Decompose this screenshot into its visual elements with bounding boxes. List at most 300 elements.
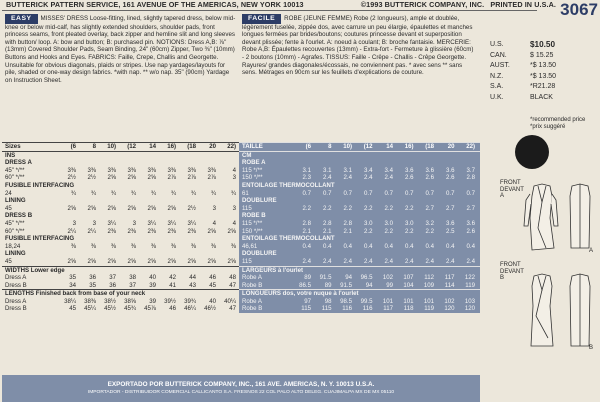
export-footer xyxy=(2,375,480,402)
cell-value: (12 xyxy=(127,143,136,150)
table-row xyxy=(2,243,239,251)
cell-value: 102 xyxy=(444,297,455,305)
cell-value: 2.6 xyxy=(405,174,414,182)
cell-value: 2⅝ xyxy=(207,227,216,235)
table-row xyxy=(239,152,480,160)
cell-value: 16) xyxy=(404,143,414,150)
table-row xyxy=(239,274,480,282)
cell-value: 42 xyxy=(169,274,176,282)
cell-value: 2.2 xyxy=(384,204,393,212)
row-label: FUSIBLE INTERFACING xyxy=(5,181,75,189)
row-label: Sizes xyxy=(5,143,21,150)
printed-in: PRINTED IN U.S.A. xyxy=(490,0,556,9)
row-label: Dress B xyxy=(5,281,27,289)
cell-value: 120 xyxy=(464,305,475,313)
table-row xyxy=(239,235,480,243)
table-row xyxy=(2,258,239,266)
cell-value: 2⅝ xyxy=(147,257,156,265)
row-label: ROBE A xyxy=(242,159,266,167)
cell-value: 3⅜ xyxy=(87,166,96,174)
cell-value: 0.4 xyxy=(323,242,332,250)
price-value: $ 15.25 xyxy=(530,51,554,59)
cell-value: 2⅞ xyxy=(167,174,176,182)
cell-value: 115 xyxy=(321,305,332,313)
cell-value: 14 xyxy=(386,143,393,150)
cell-value: ¾ xyxy=(230,189,236,197)
cell-value: 2.4 xyxy=(364,257,373,265)
cell-value: 101 xyxy=(382,297,393,305)
cell-value: 16) xyxy=(167,143,176,150)
row-label: DOUBLURE xyxy=(242,197,277,205)
cell-value: ⅜ xyxy=(130,242,136,250)
row-label: 46,61 xyxy=(242,242,258,250)
cell-value: 2½ xyxy=(87,174,96,182)
cell-value: 101 xyxy=(423,297,434,305)
cell-value: 99 xyxy=(386,281,393,289)
cell-value: ⅜ xyxy=(170,242,176,250)
cell-value: 10) xyxy=(107,143,116,150)
cell-value: 2.4 xyxy=(302,257,311,265)
row-label: Robe A xyxy=(242,297,262,305)
cell-value: 40 xyxy=(149,274,156,282)
row-label: CM xyxy=(242,151,252,159)
cell-value: 40 xyxy=(209,297,216,305)
cell-value: 3.6 xyxy=(425,166,434,174)
cell-value: 2⅝ xyxy=(227,227,236,235)
cell-value: 14 xyxy=(149,143,156,150)
cell-value: 2.2 xyxy=(384,227,393,235)
row-label: ENTOILAGE THERMOCOLLANT xyxy=(242,235,335,243)
cell-value: 2⅞ xyxy=(207,174,216,182)
cell-value: 2¼ xyxy=(67,227,76,235)
cell-value: 91.5 xyxy=(319,274,332,282)
row-label: 115 */** xyxy=(242,166,263,174)
table-row xyxy=(239,212,480,220)
table-row xyxy=(2,220,239,228)
price-country: AUST. xyxy=(490,62,510,69)
cell-value: 44 xyxy=(189,274,196,282)
cell-value: ⅜ xyxy=(110,242,116,250)
table-row xyxy=(239,182,480,190)
cell-value: 46 xyxy=(209,274,216,282)
table-row xyxy=(2,174,239,182)
table-row xyxy=(239,228,480,236)
row-label: 45" */** xyxy=(5,219,25,227)
cell-value: 3.1 xyxy=(302,166,311,174)
price-country: S.A. xyxy=(490,83,504,90)
cell-value: 89 xyxy=(304,274,311,282)
back-letter-b: B xyxy=(589,345,594,351)
row-label: 60" */** xyxy=(5,227,25,235)
cell-value: 3.6 xyxy=(405,166,414,174)
cell-value: ¾ xyxy=(70,189,76,197)
cell-value: ¾ xyxy=(190,189,196,197)
table-row xyxy=(2,289,239,298)
black-dot xyxy=(515,135,549,169)
cell-value: 2⅜ xyxy=(147,227,156,235)
cell-value: 39 xyxy=(149,281,156,289)
cell-value: 0.7 xyxy=(343,189,352,197)
cell-value: 3.0 xyxy=(405,219,414,227)
table-row xyxy=(2,167,239,175)
cell-value: 2⅝ xyxy=(107,204,116,212)
row-label: 60" */** xyxy=(5,174,25,182)
cell-value: 2.4 xyxy=(384,257,393,265)
cell-value: 2⅝ xyxy=(207,257,216,265)
row-label: DRESS B xyxy=(5,212,33,220)
row-label: Robe A xyxy=(242,274,262,282)
cell-value: 3¼ xyxy=(107,219,116,227)
row-label: ENTOILAGE THERMOCOLLANT xyxy=(242,181,335,189)
table-row xyxy=(239,305,480,313)
cell-value: 45⅞ xyxy=(144,305,156,313)
cell-value: 38¼ xyxy=(64,297,76,305)
cell-value: 3 xyxy=(212,204,216,212)
cell-value: 34 xyxy=(69,281,76,289)
price-value: *$ 13.50 xyxy=(530,62,557,69)
cell-value: 122 xyxy=(464,274,475,282)
cell-value: 0.4 xyxy=(343,242,352,250)
cell-value: 118 xyxy=(403,305,414,313)
row-label: 24 xyxy=(5,189,12,197)
price-row xyxy=(490,93,598,104)
cell-value: 2⅝ xyxy=(87,204,96,212)
table-row xyxy=(239,197,480,205)
cell-value: 98.5 xyxy=(340,297,352,305)
row-label: LINING xyxy=(5,197,26,205)
cell-value: 0.7 xyxy=(405,189,414,197)
cell-value: 116 xyxy=(342,305,352,313)
row-label: Dress A xyxy=(5,274,27,282)
cell-value: 2.8 xyxy=(302,219,311,227)
cell-value: 119 xyxy=(424,305,434,313)
cell-value: 2.1 xyxy=(302,227,311,235)
cell-value: 3.1 xyxy=(343,166,352,174)
cell-value: ⅜ xyxy=(190,242,196,250)
cell-value: ⅜ xyxy=(150,242,156,250)
cell-value: (6 xyxy=(70,143,76,150)
cell-value: 39¾ xyxy=(184,297,196,305)
cell-value: 2½ xyxy=(67,174,76,182)
row-label: LONGUEURS dos, votre nuque à l'ourlet xyxy=(242,290,359,298)
row-label: Robe B xyxy=(242,281,263,289)
table-row xyxy=(2,142,239,152)
cell-value: 2⅝ xyxy=(167,204,176,212)
cell-value: 47 xyxy=(229,305,236,313)
cell-value: 2⅝ xyxy=(127,257,136,265)
cell-value: 37 xyxy=(109,274,116,282)
cell-value: 35 xyxy=(69,274,76,282)
table-row xyxy=(2,197,239,205)
cell-value: 0.4 xyxy=(302,242,311,250)
cell-value: ⅜ xyxy=(90,242,96,250)
cell-value: 0.7 xyxy=(425,189,434,197)
cell-value: 101 xyxy=(403,297,414,305)
cell-value: 2.4 xyxy=(425,257,434,265)
row-label: DRESS A xyxy=(5,159,32,167)
row-label: INS xyxy=(5,151,16,159)
cell-value: 2.4 xyxy=(384,174,393,182)
row-label: FUSIBLE INTERFACING xyxy=(5,235,75,243)
cell-value: 3⅜ xyxy=(147,166,156,174)
cell-value: 0.7 xyxy=(466,189,475,197)
cell-value: 3 xyxy=(232,204,236,212)
cell-value: 2.7 xyxy=(425,204,434,212)
row-label: 150 */** xyxy=(242,227,263,235)
cell-value: 2.2 xyxy=(425,227,434,235)
table-row xyxy=(239,243,480,251)
cell-value: 3 xyxy=(232,174,236,182)
row-label: 150 */** xyxy=(242,174,263,182)
cell-value: 2.5 xyxy=(446,227,455,235)
cell-value: 43 xyxy=(189,281,196,289)
cell-value: 86.5 xyxy=(299,281,311,289)
cell-value: 0.7 xyxy=(384,189,393,197)
cell-value: 2.4 xyxy=(405,257,414,265)
cell-value: (12 xyxy=(363,143,373,150)
cell-value: 114 xyxy=(444,281,455,289)
cell-value: 109 xyxy=(423,281,434,289)
row-label: 115 */** xyxy=(242,219,263,227)
table-row xyxy=(2,305,239,313)
row-label: 45 xyxy=(5,204,12,212)
cell-value: ¾ xyxy=(210,189,216,197)
cell-value: 3⅜ xyxy=(127,166,136,174)
cell-value: 2⅞ xyxy=(187,174,196,182)
cell-value: 2⅝ xyxy=(227,257,236,265)
price-value: $10.50 xyxy=(530,40,556,49)
table-row xyxy=(2,212,239,220)
table-row xyxy=(239,190,480,198)
cell-value: 3.7 xyxy=(466,166,475,174)
cell-value: 3.0 xyxy=(364,219,373,227)
cell-value: 2⅝ xyxy=(87,257,96,265)
table-row xyxy=(239,205,480,213)
cell-value: 8 xyxy=(328,143,332,150)
price-country: CAN. xyxy=(490,51,507,59)
cell-value: 2.6 xyxy=(425,174,434,182)
cell-value: 2.4 xyxy=(446,257,455,265)
cell-value: 2.4 xyxy=(323,257,332,265)
table-row xyxy=(239,282,480,290)
cell-value: 112 xyxy=(424,274,434,282)
row-label: LENGTHS Finished back from base of your neck xyxy=(5,290,146,298)
cell-value: 2.2 xyxy=(405,227,414,235)
table-row xyxy=(2,182,239,190)
cell-value: 39½ xyxy=(164,297,176,305)
cell-value: ⅜ xyxy=(70,242,76,250)
row-label: 61 xyxy=(242,189,249,197)
price-row xyxy=(490,61,598,72)
table-row xyxy=(239,250,480,258)
top-rule xyxy=(2,10,537,11)
cell-value: 38½ xyxy=(104,297,116,305)
row-label: Robe B xyxy=(242,305,263,313)
cell-value: 3¼ xyxy=(187,219,196,227)
table-row xyxy=(239,298,480,306)
price-value: *R21.28 xyxy=(530,83,556,90)
cell-value: ⅜ xyxy=(210,242,216,250)
cell-value: 3.4 xyxy=(364,166,373,174)
cell-value: (6 xyxy=(305,143,311,150)
cell-value: 0.4 xyxy=(384,242,393,250)
cell-value: 2⅝ xyxy=(127,204,136,212)
cell-value: 40¼ xyxy=(224,297,236,305)
french-text: ROBE (JEUNE FEMME) Robe (2 longueurs), ample et doublée, légèrement fuselée, zippée dos, avec carrure un peu élargie, épaulettes et manches longues fermées par brides/boutons; coutures princesse devant et superposition devant plissée; fente à l'ourlet. A: noeud à coulant; B: broche fantaisie. MERCERIE: Robe A,B: Épaulettes recouvertes (13mm) - Extra-fort - Fermeture à glissière (60cm) - 2 boutons (10mm) - Agrafes. TISSUS: Faille - Crêpe - Challis - Crêpe Georgette. Rayures/ grandes diagonales/écossais, ne conviennent pas. * avec sens ** sans sens. Métrages en 90cm sur les feuillets d'explications de couture. xyxy=(242,15,474,77)
cell-value: 3 xyxy=(92,219,96,227)
cell-value: 2.7 xyxy=(446,204,455,212)
back-letter-a: A xyxy=(589,248,594,254)
cell-value: 96.5 xyxy=(360,274,373,282)
cell-value: 103 xyxy=(464,297,475,305)
cell-value: 2⅝ xyxy=(107,257,116,265)
cell-value: 89 xyxy=(324,281,332,289)
row-label: 18,24 xyxy=(5,242,21,250)
front-label-b: FRONT DEVANT B xyxy=(500,262,524,282)
english-text: MISSES' DRESS Loose-fitting, lined, slightly tapered dress, below mid-knee or below mid-calf, has slightly extended shoulders, shoulder pads, front princess seams, front pleated overlay, back zipper and hemline slit and long sleeves with button/ loop. A: bow and button; B: purchased pin. NOTIONS: Dress A,B: ⅞" (13mm) Covered Shoulder Pads, Seam Binding, 24" (60cm) Zipper, Two ⅜" (10mm) Buttons and Hooks and Eyes. FABRICS: Faille, Crepe, Challis and Georgette. Unsuitable for obvious diagonals, plaids or stripes. Use nap yardages/layouts for pile, shaded or one-way design fabrics. *with nap. ** w/o nap. 35" (90cm) Yardage on Instruction Sheet. xyxy=(5,15,236,84)
cell-value: 0.7 xyxy=(364,189,373,197)
cell-value: 38 xyxy=(129,274,136,282)
table-row xyxy=(2,205,239,213)
cell-value: 3.6 xyxy=(446,166,455,174)
cell-value: 3 xyxy=(132,219,136,227)
front-label-a: FRONT DEVANT A xyxy=(500,180,524,200)
cell-value: 2.1 xyxy=(343,227,352,235)
cell-value: 2.2 xyxy=(405,204,414,212)
cell-value: 91.5 xyxy=(340,281,352,289)
cell-value: 2.2 xyxy=(343,204,352,212)
cell-value: 36 xyxy=(89,274,96,282)
cell-value: 41 xyxy=(169,281,176,289)
cell-value: 0.7 xyxy=(446,189,455,197)
cell-value: 2⅜ xyxy=(167,227,176,235)
publisher-address: BUTTERICK PATTERN SERVICE, 161 AVENUE OF THE AMERICAS, NEW YORK 10013 xyxy=(6,0,304,9)
cell-value: 2⅜ xyxy=(127,227,136,235)
cell-value: 2.8 xyxy=(343,219,352,227)
cell-value: 104 xyxy=(403,281,414,289)
cell-value: 117 xyxy=(444,274,455,282)
price-row xyxy=(490,82,598,93)
cell-value: 119 xyxy=(465,281,475,289)
cell-value: 2⅝ xyxy=(67,257,76,265)
cell-value: 2.2 xyxy=(364,227,373,235)
english-description xyxy=(2,12,239,142)
cell-value: 37 xyxy=(129,281,136,289)
cell-value: 4 xyxy=(232,166,236,174)
cell-value: 46 xyxy=(169,305,176,313)
cell-value: 97 xyxy=(304,297,311,305)
price-row xyxy=(490,40,598,51)
row-label: DOUBLURE xyxy=(242,250,277,258)
pattern-number: 3067 xyxy=(560,0,598,19)
french-yardage-table xyxy=(239,142,480,313)
cell-value: ¾ xyxy=(150,189,156,197)
table-row xyxy=(2,152,239,160)
cell-value: 35 xyxy=(89,281,96,289)
french-description xyxy=(239,12,480,142)
price-value: *$ 13.50 xyxy=(530,72,557,80)
cell-value: ¾ xyxy=(170,189,176,197)
cell-value: 117 xyxy=(383,305,393,313)
cell-value: 4 xyxy=(232,219,236,227)
copyright: ©1993 BUTTERICK COMPANY, INC. xyxy=(360,0,485,9)
table-row xyxy=(239,289,480,298)
cell-value: 45 xyxy=(69,305,76,313)
table-row xyxy=(239,220,480,228)
cell-value: 2⅝ xyxy=(167,257,176,265)
table-row xyxy=(239,142,480,152)
cell-value: 2⅝ xyxy=(187,257,196,265)
price-value: BLACK xyxy=(530,93,553,101)
table-row xyxy=(239,167,480,175)
cell-value: 2⅜ xyxy=(187,227,196,235)
cell-value: 3.6 xyxy=(466,219,475,227)
cell-value: 115 xyxy=(301,305,311,313)
cell-value: 2.6 xyxy=(446,174,455,182)
recommended-price-note: *recommended price *prix suggéré xyxy=(530,117,586,130)
table-row xyxy=(239,159,480,167)
table-row xyxy=(2,274,239,282)
cell-value: 2.4 xyxy=(364,174,373,182)
cell-value: 2.1 xyxy=(323,227,332,235)
cell-value: ¾ xyxy=(110,189,116,197)
cell-value: 45½ xyxy=(104,305,116,313)
cell-value: 2.6 xyxy=(466,227,475,235)
cell-value: 2.2 xyxy=(364,204,373,212)
cell-value: 0.4 xyxy=(466,242,475,250)
cell-value: 10) xyxy=(343,143,352,150)
cell-value: 22) xyxy=(227,143,236,150)
row-label: LINING xyxy=(5,250,26,258)
cell-value: 3.6 xyxy=(446,219,455,227)
importer-line: IMPORTADOR - DISTRIBUIDOR COMERCIAL CALLICANTO S.A. FRESNOS 22 COL PALO ALTO DELEG. CUAJIMALPA MX DE MX 05110 xyxy=(87,390,395,395)
cell-value: 36 xyxy=(109,281,116,289)
cell-value: 3.4 xyxy=(384,166,393,174)
easy-badge: EASY xyxy=(5,14,38,24)
cell-value: 2.4 xyxy=(466,257,475,265)
table-row xyxy=(2,298,239,306)
cell-value: 2⅝ xyxy=(147,174,156,182)
cell-value: 39 xyxy=(149,297,156,305)
cell-value: 46½ xyxy=(204,305,216,313)
cell-value: 2.4 xyxy=(323,174,332,182)
table-row xyxy=(2,159,239,167)
row-label: Dress A xyxy=(5,297,27,305)
table-row xyxy=(2,228,239,236)
price-country: U.K. xyxy=(490,93,504,101)
cell-value: 3.2 xyxy=(425,219,434,227)
cell-value: 3 xyxy=(72,219,76,227)
cell-value: 47 xyxy=(229,281,236,289)
row-label: Dress B xyxy=(5,305,27,313)
cell-value: 116 xyxy=(362,305,373,313)
cell-value: 120 xyxy=(444,305,455,313)
cell-value: 99.5 xyxy=(360,297,373,305)
cell-value: 0.4 xyxy=(425,242,434,250)
cell-value: 3⅜ xyxy=(187,166,196,174)
table-row xyxy=(239,258,480,266)
cell-value: 45¼ xyxy=(84,305,96,313)
cell-value: 4 xyxy=(212,219,216,227)
price-list xyxy=(490,40,598,103)
cell-value: 2.4 xyxy=(343,257,352,265)
cell-value: 3⅜ xyxy=(207,166,216,174)
cell-value: (18 xyxy=(187,143,196,150)
row-label: 45 xyxy=(5,257,12,265)
cell-value: 20 xyxy=(209,143,216,150)
row-label: 45" */** xyxy=(5,166,25,174)
cell-value: 38⅜ xyxy=(84,297,96,305)
